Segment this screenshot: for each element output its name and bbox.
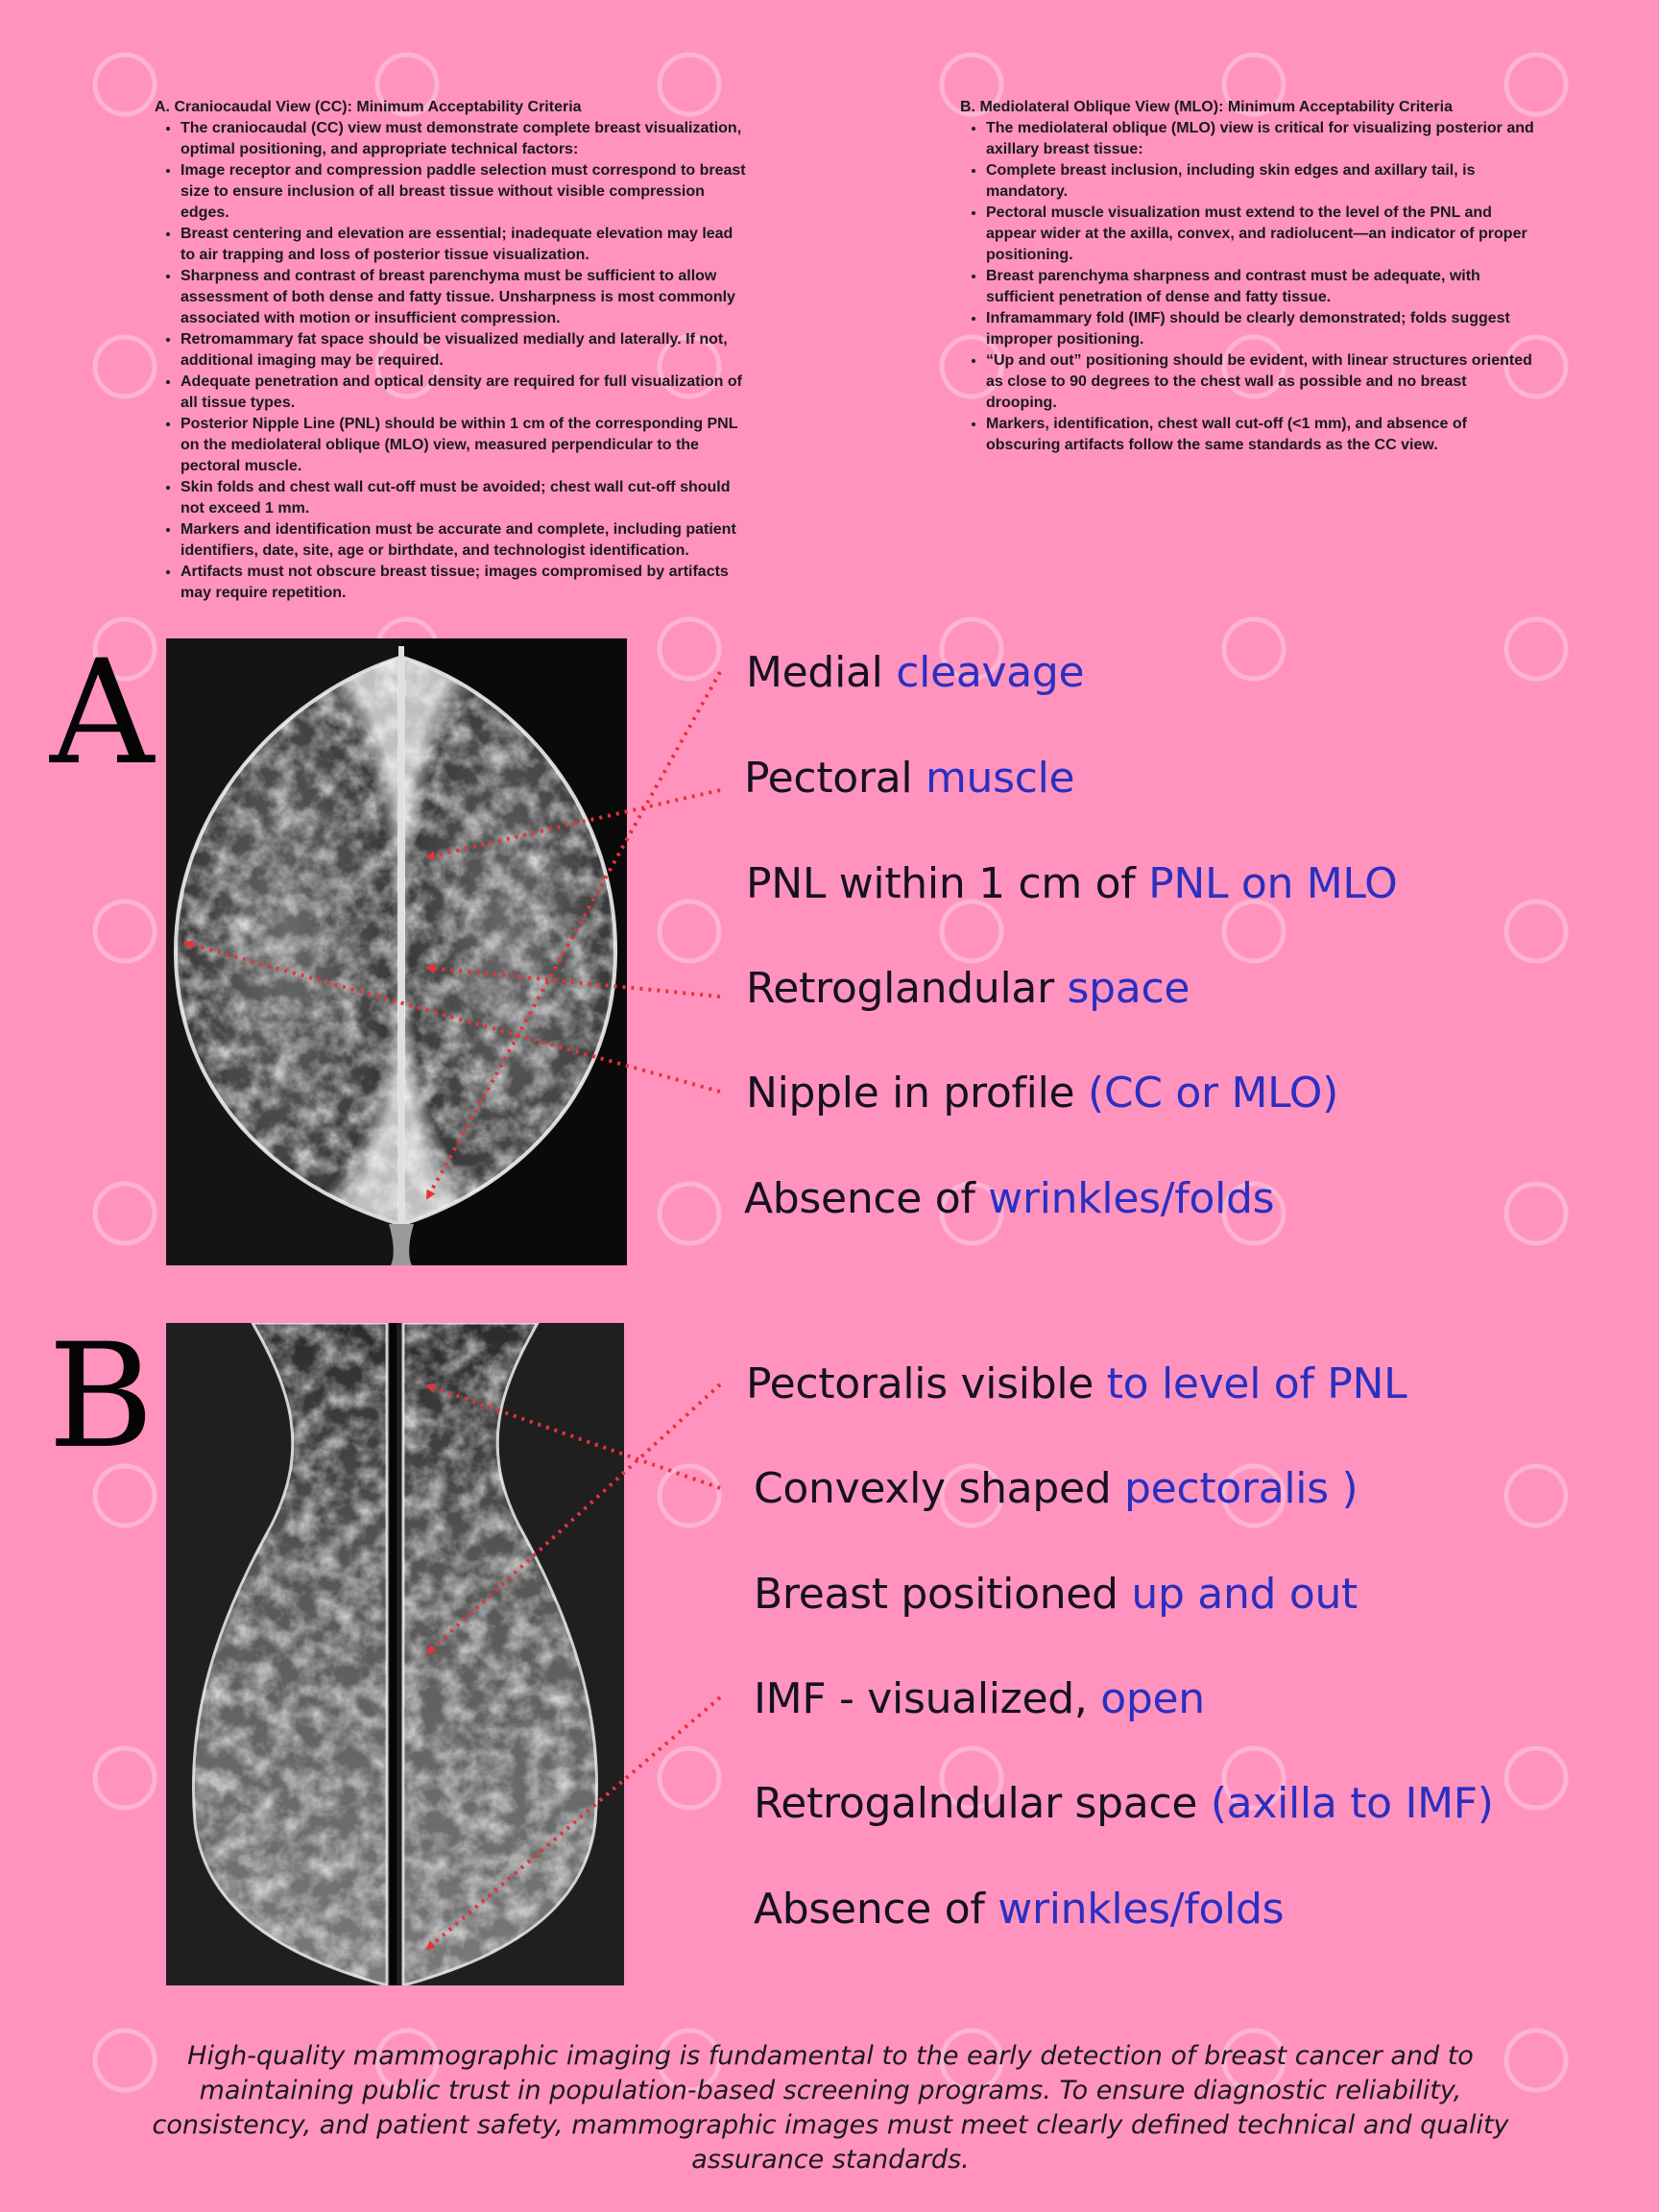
cc-label-absence-folds: Absence of wrinkles/folds bbox=[744, 1174, 1275, 1223]
mlo-label-convex-pectoralis: Convexly shaped pectoralis ) bbox=[754, 1464, 1358, 1513]
mlo-criteria-item: • The mediolateral oblique (MLO) view is critical for visualizing posterior and axillary breast tissue: bbox=[986, 118, 1536, 160]
cc-criteria-item: • Adequate penetration and optical density are required for full visualization of all tissue types. bbox=[180, 372, 750, 414]
mlo-criteria-list bbox=[960, 118, 1536, 456]
panel-a-letter: A bbox=[50, 630, 155, 797]
mlo-criteria-item: • Breast parenchyma sharpness and contrast must be adequate, with sufficient penetration of dense and fatty tissue. bbox=[986, 266, 1536, 308]
footer-caption: High-quality mammographic imaging is fundamental to the early detection of breast cancer and to maintaining public trust in population-based screening programs. To ensure diagnostic reliability, consistency, and patient safety, mammographic images must meet clearly defined technical and quality assurance standards. bbox=[152, 2041, 1509, 2175]
cc-criteria-section bbox=[155, 97, 750, 604]
mlo-criteria-title: B. Mediolateral Oblique View (MLO): Minimum Acceptability Criteria bbox=[960, 99, 1453, 115]
mlo-criteria-section bbox=[960, 97, 1536, 456]
cc-criteria-item: • The craniocaudal (CC) view must demonstrate complete breast visualization, optimal positioning, and appropriate technical factors: bbox=[180, 118, 750, 160]
mlo-criteria-item: • Complete breast inclusion, including skin edges and axillary tail, is mandatory. bbox=[986, 160, 1536, 203]
mlo-criteria-item: • Markers, identification, chest wall cut-off (<1 mm), and absence of obscuring artifacts follow the same standards as the CC view. bbox=[986, 414, 1536, 456]
cc-label-pnl: PNL within 1 cm of PNL on MLO bbox=[746, 859, 1398, 908]
cc-label-pectoral-muscle: Pectoral muscle bbox=[744, 754, 1075, 803]
mlo-label-retroglandular-space: Retrogalndular space (axilla to IMF) bbox=[754, 1779, 1494, 1828]
cc-criteria-title: A. Craniocaudal View (CC): Minimum Acceptability Criteria bbox=[155, 99, 582, 115]
cc-criteria-item: • Markers and identification must be accurate and complete, including patient identifiers, date, site, age or birthdate, and technologist identification. bbox=[180, 519, 750, 562]
mlo-criteria-item: • “Up and out” positioning should be evident, with linear structures oriented as close to 90 degrees to the chest wall as possible and no breast drooping. bbox=[986, 350, 1536, 414]
cc-criteria-item: • Retromammary fat space should be visualized medially and laterally. If not, additional imaging may be required. bbox=[180, 329, 750, 372]
cc-mammogram-image bbox=[166, 638, 627, 1265]
cc-criteria-item: • Posterior Nipple Line (PNL) should be within 1 cm of the corresponding PNL on the mediolateral oblique (MLO) view, measured perpendicular to the pectoral muscle. bbox=[180, 414, 750, 477]
cc-criteria-item: • Skin folds and chest wall cut-off must be avoided; chest wall cut-off should not exceed 1 mm. bbox=[180, 477, 750, 519]
mlo-mammogram-image bbox=[166, 1323, 624, 1985]
cc-criteria-list bbox=[155, 118, 750, 604]
cc-criteria-item: • Breast centering and elevation are essential; inadequate elevation may lead to air trapping and loss of posterior tissue visualization. bbox=[180, 224, 750, 266]
cc-criteria-item: • Sharpness and contrast of breast parenchyma must be sufficient to allow assessment of both dense and fatty tissue. Unsharpness is most commonly associated with motion or insufficient compression. bbox=[180, 266, 750, 329]
cc-label-nipple-profile: Nipple in profile (CC or MLO) bbox=[746, 1069, 1338, 1118]
mlo-label-pectoralis-pnl: Pectoralis visible to level of PNL bbox=[746, 1359, 1407, 1408]
mlo-label-imf: IMF - visualized, open bbox=[754, 1674, 1205, 1723]
panel-b-letter: B bbox=[48, 1313, 155, 1480]
cc-label-medial-cleavage: Medial cleavage bbox=[746, 648, 1085, 697]
mlo-criteria-item: • Inframammary fold (IMF) should be clearly demonstrated; folds suggest improper positioning. bbox=[986, 308, 1536, 350]
cc-criteria-item: • Artifacts must not obscure breast tissue; images compromised by artifacts may require repetition. bbox=[180, 562, 750, 604]
cc-label-retroglandular-space: Retroglandular space bbox=[746, 964, 1190, 1013]
mlo-label-up-and-out: Breast positioned up and out bbox=[754, 1570, 1358, 1619]
cc-criteria-item: • Image receptor and compression paddle selection must correspond to breast size to ensure inclusion of all breast tissue without visible compression edges. bbox=[180, 160, 750, 224]
mlo-criteria-item: • Pectoral muscle visualization must extend to the level of the PNL and appear wider at the axilla, convex, and radiolucent—an indicator of proper positioning. bbox=[986, 203, 1536, 266]
mlo-label-absence-folds: Absence of wrinkles/folds bbox=[754, 1885, 1285, 1934]
